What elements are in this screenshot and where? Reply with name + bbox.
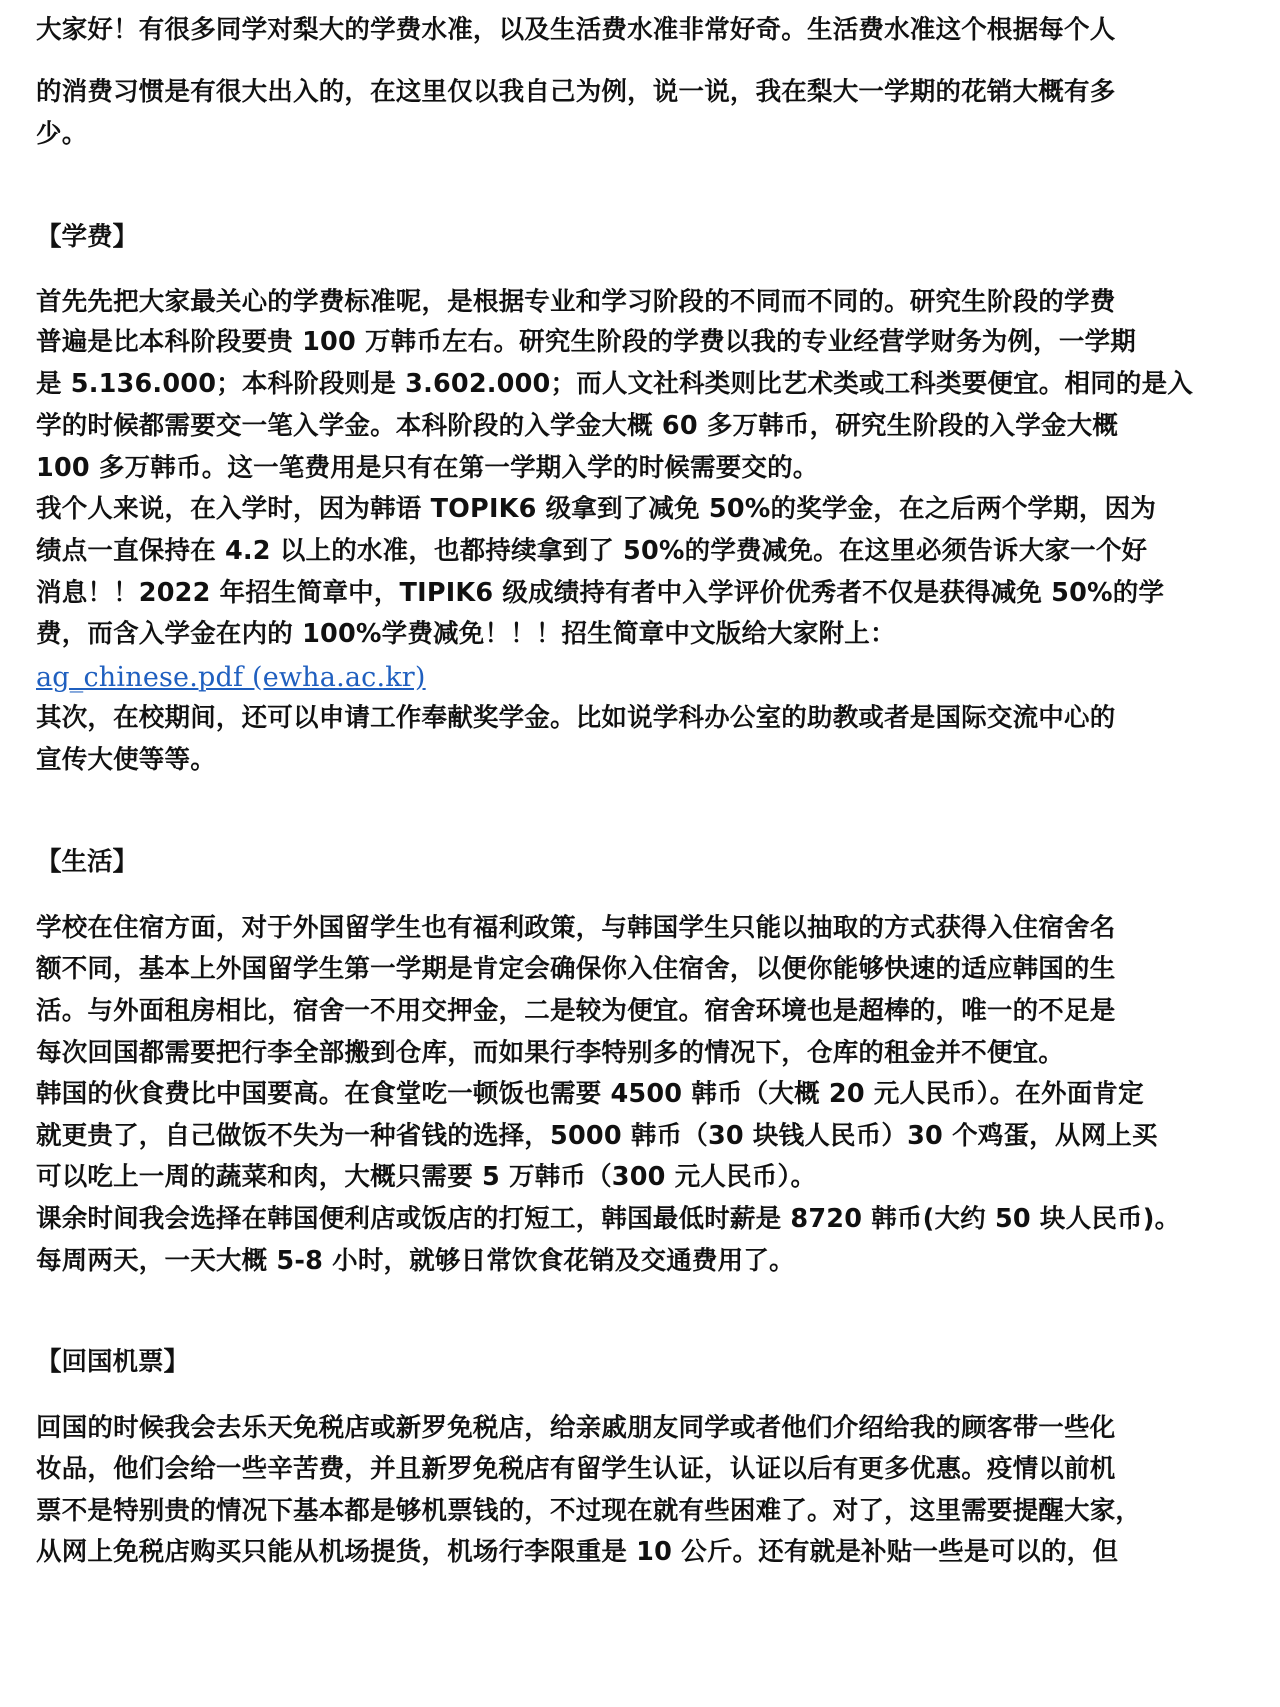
tuition-line: 首先先把大家最关心的学费标准呢，是根据专业和学习阶段的不同而不同的。研究生阶段的学费: [36, 287, 1116, 317]
living-line: 可以吃上一周的蔬菜和肉，大概只需要 5 万韩币（300 元人民币）。: [36, 1162, 817, 1192]
tuition-line: 是 5.136.000；本科阶段则是 3.602.000；而人文社科类则比艺术类或工科类要便宜。相同的是入: [36, 369, 1194, 399]
flight-line: 从网上免税店购买只能从机场提货，机场行李限重是 10 公斤。还有就是补贴一些是可以的，但: [36, 1537, 1119, 1567]
intro-line: 的消费习惯是有很大出入的，在这里仅以我自己为例，说一说，我在梨大一学期的花销大概有多: [36, 77, 1116, 107]
tuition-line: 绩点一直保持在 4.2 以上的水准，也都持续拿到了 50%的学费减免。在这里必须告诉大家一个好: [36, 536, 1148, 566]
tuition-line: 宣传大使等等。: [36, 745, 216, 775]
tuition-line: 普遍是比本科阶段要贵 100 万韩币左右。研究生阶段的学费以我的专业经营学财务为例，一学期: [36, 327, 1136, 357]
tuition-line: 消息！！2022 年招生简章中，TIPIK6 级成绩持有者中入学评价优秀者不仅是获得减免 50%的学: [36, 578, 1165, 608]
admission-guide-pdf-link[interactable]: ag_chinese.pdf (ewha.ac.kr): [36, 662, 426, 693]
living-line: 韩国的伙食费比中国要高。在食堂吃一顿饭也需要 4500 韩币（大概 20 元人民币）。在外面肯定: [36, 1079, 1144, 1109]
intro-line: 大家好！有很多同学对梨大的学费水准，以及生活费水准非常好奇。生活费水准这个根据每个人: [36, 15, 1116, 45]
tuition-heading: 【学费】: [36, 222, 139, 252]
flight-line: 回国的时候我会去乐天免税店或新罗免税店，给亲戚朋友同学或者他们介绍给我的顾客带一些化: [36, 1413, 1116, 1443]
tuition-line: 100 多万韩币。这一笔费用是只有在第一学期入学的时候需要交的。: [36, 453, 819, 483]
living-line: 每次回国都需要把行李全部搬到仓库，而如果行李特别多的情况下，仓库的租金并不便宜。: [36, 1038, 1065, 1068]
living-line: 课余时间我会选择在韩国便利店或饭店的打短工，韩国最低时薪是 8720 韩币(大约 50 块人民币)。: [36, 1204, 1181, 1234]
link-line: [36, 656, 1250, 700]
flight-line: 票不是特别贵的情况下基本都是够机票钱的，不过现在就有些困难了。对了，这里需要提醒大家，: [36, 1496, 1142, 1526]
tuition-line: 费，而含入学金在内的 100%学费减免！！！招生简章中文版给大家附上：: [36, 619, 896, 649]
tuition-line: 我个人来说，在入学时，因为韩语 TOPIK6 级拿到了减免 50%的奖学金，在之后两个学期，因为: [36, 494, 1157, 524]
intro-line: 少。: [36, 119, 88, 149]
tuition-line: 其次，在校期间，还可以申请工作奉献奖学金。比如说学科办公室的助教或者是国际交流中心的: [36, 703, 1116, 733]
living-line: 每周两天，一天大概 5-8 小时，就够日常饮食花销及交通费用了。: [36, 1246, 795, 1276]
tuition-line: 学的时候都需要交一笔入学金。本科阶段的入学金大概 60 多万韩币，研究生阶段的入学金大概: [36, 411, 1119, 441]
flight-line: 妆品，他们会给一些辛苦费，并且新罗免税店有留学生认证，认证以后有更多优惠。疫情以前机: [36, 1454, 1116, 1484]
living-line: 就更贵了，自己做饭不失为一种省钱的选择，5000 韩币（30 块钱人民币）30 个鸡蛋，从网上买: [36, 1121, 1158, 1151]
living-heading: 【生活】: [36, 847, 139, 877]
flight-heading: 【回国机票】: [36, 1347, 190, 1377]
living-line: 活。与外面租房相比，宿舍一不用交押金，二是较为便宜。宿舍环境也是超棒的，唯一的不足是: [36, 996, 1116, 1026]
living-line: 额不同，基本上外国留学生第一学期是肯定会确保你入住宿舍，以便你能够快速的适应韩国的生: [36, 954, 1116, 984]
living-line: 学校在住宿方面，对于外国留学生也有福利政策，与韩国学生只能以抽取的方式获得入住宿舍名: [36, 913, 1116, 943]
